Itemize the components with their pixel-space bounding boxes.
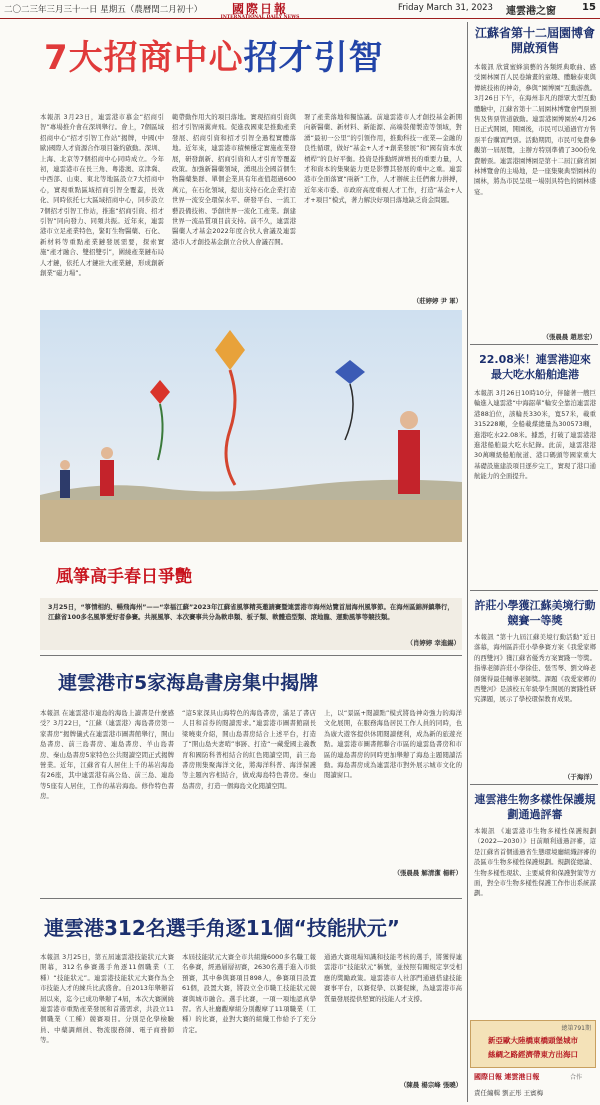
sidebar-story3-body: 本報訊 “第十九屆江蘇美境行動活動”近日落幕，海州區許莊小學參賽方案《我愛家鄉的西雙河》獲江蘇省優秀方案實踐一等獎。指導老師許莊小學徐佳、張雪琴、劉文峰老師獲得最佳輔導老師獎。課題《我愛家鄉的西雙河》是該校五年級學生開展的實踐性研究課題，展示了學校環保教育成果。 [474, 633, 596, 704]
kite-story-title: 風箏高手春日爭艷 [56, 567, 192, 587]
divider-line [40, 898, 462, 899]
main-story-column-1: 本報訊 3月23日，連雲港市慕金“招商引智”專場推介會在深圳舉行。會上，7個區域招商中心“招才引智工作站”揭牌，中國(中歐)國際人才資源合作項目簽約啟動。深圳、上海、北京等7個招商中心同時成立。今年初，連雲港市在長三角、粵港澳、京津冀、中西部、山東、東北等地區設立7大招商中心，實現重點區域招商引智全覆蓋，長效化、同時依托七大區域招商中心，同步設立7個招才引智工作站，推進“招商引資、招才引智”同向發力、同頻共振。近年來，連雲港市立足產業特色，緊盯生物醫藥、石化、新材料等重點產業鏈發展需要，探索實施“產才融合、雙招雙引”，圍繞產業鏈布局人才鏈，依托人才鏈壯大產業鏈，形成創新創業“磁力場”。 [40, 113, 164, 278]
kite-scene-illustration [40, 310, 462, 542]
skills-story-column-1: 本報訊 3月25日，第五屆連雲港技能狀元大賽開幕，312名參賽選手角逐11個職業（工種）“技能狀元”。連雲港技能狀元大賽作為全市技能人才的練兵比武盛會。自2013年舉辦首屆以來，迄今已成功舉辦了4屆，本次大賽圍繞連雲港市重點產業發展和首選需求，共設立11個職業（工種）競賽項目。分別是化學檢驗員、中藥調劑員、物流服務師、電子商務師等。 [40, 953, 174, 1045]
footer-editor-label: 國際日報 連雲港日報 [474, 1073, 540, 1081]
divider-line [470, 590, 598, 591]
sidebar-story1-headline: 江蘇省第十二屆園博會開啟預售 [474, 26, 595, 55]
promo-edition: 總第791期 [561, 1025, 591, 1032]
sidebar-story2-body: 本報訊 3月26日10時10分，伴隨著一艘巨輪進入連雲港“中海韶華”輪安全靠泊連雲港港88泊位，該輪長330米，寬57米，載重315228噸，全船載煤總量為300573噸，進港吃水22.08米。據悉，打破了連雲港港進港船舶最大吃水紀錄。此前，連雲港港30萬噸級船舶航道、港口碼頭等國家重大基礎設施建設項目逐步完工，實現了港口通航能力的全面提升。 [474, 389, 596, 481]
sidebar-story3-headline: 許莊小學獲江蘇美境行動競賽一等獎 [474, 599, 596, 627]
island-story-credit: （張晨晨 解清潔 楊軒） [393, 869, 462, 877]
main-story-column-3: 署了產業落地和獨協議。前連雲港市人才創投基金新開向新醫藥、新材料、新能源、高端裝備製造等領域，對湧“最初一公里”的引領作用，推動科技一產業—金融的良性循環，做好“基金+人才+創業發展”和“國有資本放槓桿”的良好平衡。投資是推動經濟增長的重要力量，人才和資本的集聚能力更是影響其發展的重中之重。連雲港市全面落實“兩新”工作，人才辦統主任們奮力拼搏，近年來市委、市政府高度重視人才工作，打造“基金+人才+項目”模式，著力解決好項目落地缺乏資金問題。 [304, 113, 462, 205]
footer-tag: 合作 [570, 1074, 583, 1081]
main-headline-part-a: 7大招商中心 [44, 38, 244, 78]
promo-line-1: 新亞歐大陸橋東橋頭堡城市 [488, 1036, 578, 1045]
divider-line [470, 344, 598, 345]
header-date-en: Friday March 31, 2023 [398, 3, 493, 13]
skills-story-credit: （陳晨 楊宗峰 張曉） [400, 1081, 462, 1089]
promo-line-2: 絲綢之路經濟帶東方出海口 [488, 1050, 578, 1059]
sidebar-story1-body: 本報訊 欣賞蜜蜂演藝的各類經典歌曲、感受園林園百人民卷繪畫的童趣、體驗泰東與傳統技術的神奇，參與“園博園”互動游戲。3月26日下午，在海州非凡的群眾大型互動體驗中，江蘇省第十二屆園林博覽會門票預售及售票管道啟動。連雲港園博園於4月26日正式開園，開園後，市民可以通過官方售票平台購買門票。活動期間，市民可免費參觀第一屆展覽，主辦方特別準備了300份免費贈票。連雲港園博園是第十二屆江蘇省園林博覽會的主場地，是一座集聚典型園林的園林，將為市民呈現一場別具特色的園林盛宴。 [474, 63, 596, 196]
divider-line [470, 784, 598, 785]
promo-banner [470, 1020, 596, 1068]
main-story-credit: （莊婷婷 尹 軍） [412, 297, 462, 305]
island-story-column-3: 上，以“景區+閱讀點”模式將島神奇強力的海洋文化展開，在服務海島居民工作人員的同時，也為廣大遊客提供休閒閱讀便利，成為新的旅遊亮點。連雲港市圖書館聯合市區的連雲島書房和市區的連島書房的同時更加舉辦了海島主題閱讀活動。海島書房成為連雲港市對外展示城市文化的閱讀窗口。 [324, 709, 462, 780]
sidebar-story1-credit: （張晨晨 趙思宏） [542, 333, 596, 341]
island-story-column-1: 本報訊 在連雲港市連島的海島上讀書是什麼感受？3月22日，“江蘇（連雲港）海島書房第一家書房”揭牌儀式在連雲港市圖書館舉行，開山島書房、前三島書房、連島書房、羊山島書房、秦山島書房5家特色公共閱讀空間正式揭牌營業。近年，江蘇省有人居住上千的基岩海島有26座，其中連雲港有高公島、前三島、連島等5座有人居住，工作的基岩海島。修作特色書房。 [40, 709, 174, 801]
header-date-cn: 二〇二三年三月三十一日 星期五（農曆閏二月初十） [4, 5, 203, 15]
divider-line [40, 655, 462, 656]
main-headline [44, 30, 384, 79]
kite-story-credit: （肖婷婷 幸進錫） [406, 639, 460, 647]
skills-story-column-2: 本屆技能狀元大賽全市共組織6000多名職工報名參賽，經過層層初賽，2630名選手進入市級預賽，其中參與賽項目898人，參賽項目設置61個，設置大賽，將設立全市職工技能狀元競賽與城市融合。選手比賽，一項一項地認真學習。省人社廳觀摩組分別觀摩了11項職業（工種）的比賽，並對大賽的組織工作給予了充分肯定。 [182, 953, 316, 1034]
sidebar-story3-credit: （于海洋） [564, 773, 596, 781]
main-story-column-2: 範帶動作用大的項目落地。實現招商引資與招才引智兩翼齊飛。促進我國東是推動產業發展、招商引資和招才引智全過程實體落地。近年來，連雲港市積極穩定實施產業發展，研發創新、招商引資和人才引育等覆蓋政策。加強新醫藥領域，湧現出全國首個生物醫藥集群、單個企業具有年產值超過600萬元，在石化領域，提出支持石化企業打造世界一流安全環保水平、研發平台、一流工藝設備技術、爭創世界一流化工產業。創建世界一流品質項目前支持。前不久，連雲港醫藥人才基金2022年度合伙人會議及連雲港市人才創投基金創立合伙人會議召開。 [172, 113, 296, 246]
island-story-column-2: “這5家深具山海特色的海島書房，滿足了書店人目和首券的閱讀需求。”連雲港市圖書館副長梁曉東介紹，開山島書房結合上述平台，打造了“開山島夫妻哨”事跡、打造“一藏愛國主義教育和國防科普相結合的紅色閱讀空間，前三島書房則集聚海洋文化，將海洋科普、海洋保護等主題內容相結合，做成海島特色書房。秦山島書房，打造一個海島文化閱讀空間。 [182, 709, 316, 790]
skills-story-column-3: 通過大賽現場知識和技能考核的選手，將獲得連雲港市“技能狀元”稱號，並按照有關規定享受相應的獎勵政策。連雲港市人社部門通過搭建技能賽事平台，以賽促學、以賽促練，為連雲港市高質量發展提供堅實的技能人才支撐。 [324, 953, 462, 1003]
masthead [212, 0, 308, 20]
header-page-number: 15 [582, 2, 596, 13]
sidebar-story4-headline: 連雲港生物多樣性保護規劃通過評審 [474, 793, 596, 821]
footer-editor-names: 責任編輯 劉正彤 王賓梅 [474, 1089, 544, 1097]
sidebar-story2-headline: 22.08米！連雲港迎來最大吃水船舶進港 [479, 353, 591, 381]
header-section: 連雲港之窗 [506, 6, 556, 17]
sidebar-divider [467, 22, 468, 1102]
sidebar-story4-body: 本報訊 《連雲港市生物多樣性保護規劃（2022—2030）》日前順利通過評審，這是江蘇省首個通過省生態環境廳組織評審的設區市生物多樣性保護規劃。規劃從總論、生物多樣性現狀、主要威脅和保護對策等方面，對全市生物多樣性保護工作作出系統謀劃。 [474, 827, 596, 898]
masthead-title: 國際日報 [231, 2, 288, 16]
kite-story-caption: 3月25日，“箏情相約、暢飛海州”——“幸福江蘇”2023年江蘇省風箏精英邀請賽暨連雲港市海州站覽首屆海州風箏節。在海州區錦屏鎮舉行，江蘇省100多名風箏愛好者參賽。共展風箏、本次賽事共分為軟串類、板子類、軟體造型類、滾地龍、運動風箏等競技類。 [48, 603, 454, 622]
island-story-headline: 連雲港市5家海島書房集中揭牌 [58, 672, 319, 694]
kite-festival-photo [40, 310, 462, 542]
masthead-subtitle: INTERNATIONAL DAILY NEWS [220, 15, 300, 20]
skills-story-headline: 連雲港312名選手角逐11個“技能狀元” [44, 916, 400, 940]
main-headline-part-b: 招才引智 [243, 38, 384, 78]
